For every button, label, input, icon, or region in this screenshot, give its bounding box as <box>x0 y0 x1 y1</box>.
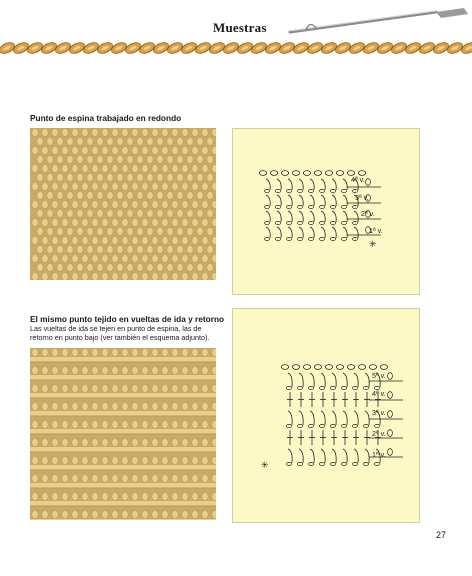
row-label: 3ª v. <box>355 193 369 202</box>
row-label: 4ª v. <box>351 175 365 184</box>
page-number: 27 <box>436 530 447 540</box>
page-header-title: Muestras <box>213 20 267 35</box>
row-label: 1ª v. <box>369 226 383 235</box>
stitch-chart-rows <box>233 309 419 522</box>
diagram-round <box>232 128 420 295</box>
row-label: 3ª v. <box>372 408 386 417</box>
swatch-photo-rows <box>30 348 216 520</box>
row-label: 2ª v. <box>361 209 375 218</box>
description-line: Las vueltas de ida se tejen en punto de espina, las de <box>30 324 202 333</box>
chain-border <box>0 34 472 62</box>
row-label: 2ª v. <box>372 429 386 438</box>
section1-title: Punto de espina trabajado en redondo <box>30 113 182 123</box>
start-asterisk: ✳ <box>261 460 269 470</box>
start-asterisk: ✳ <box>369 239 377 249</box>
section2-title: El mismo punto tejido en vueltas de ida y retorno <box>30 314 225 324</box>
description-line: retorno en punto bajo (ver también el esquema adjunto). <box>30 333 210 342</box>
diagram-rows <box>232 308 420 523</box>
row-label: 1ª v. <box>372 450 386 459</box>
section2-description <box>30 324 230 342</box>
row-label: 4ª v. <box>372 389 386 398</box>
swatch-photo-round <box>30 128 216 280</box>
stitch-chart-round <box>233 129 419 294</box>
row-label: 5ª v. <box>372 371 386 380</box>
